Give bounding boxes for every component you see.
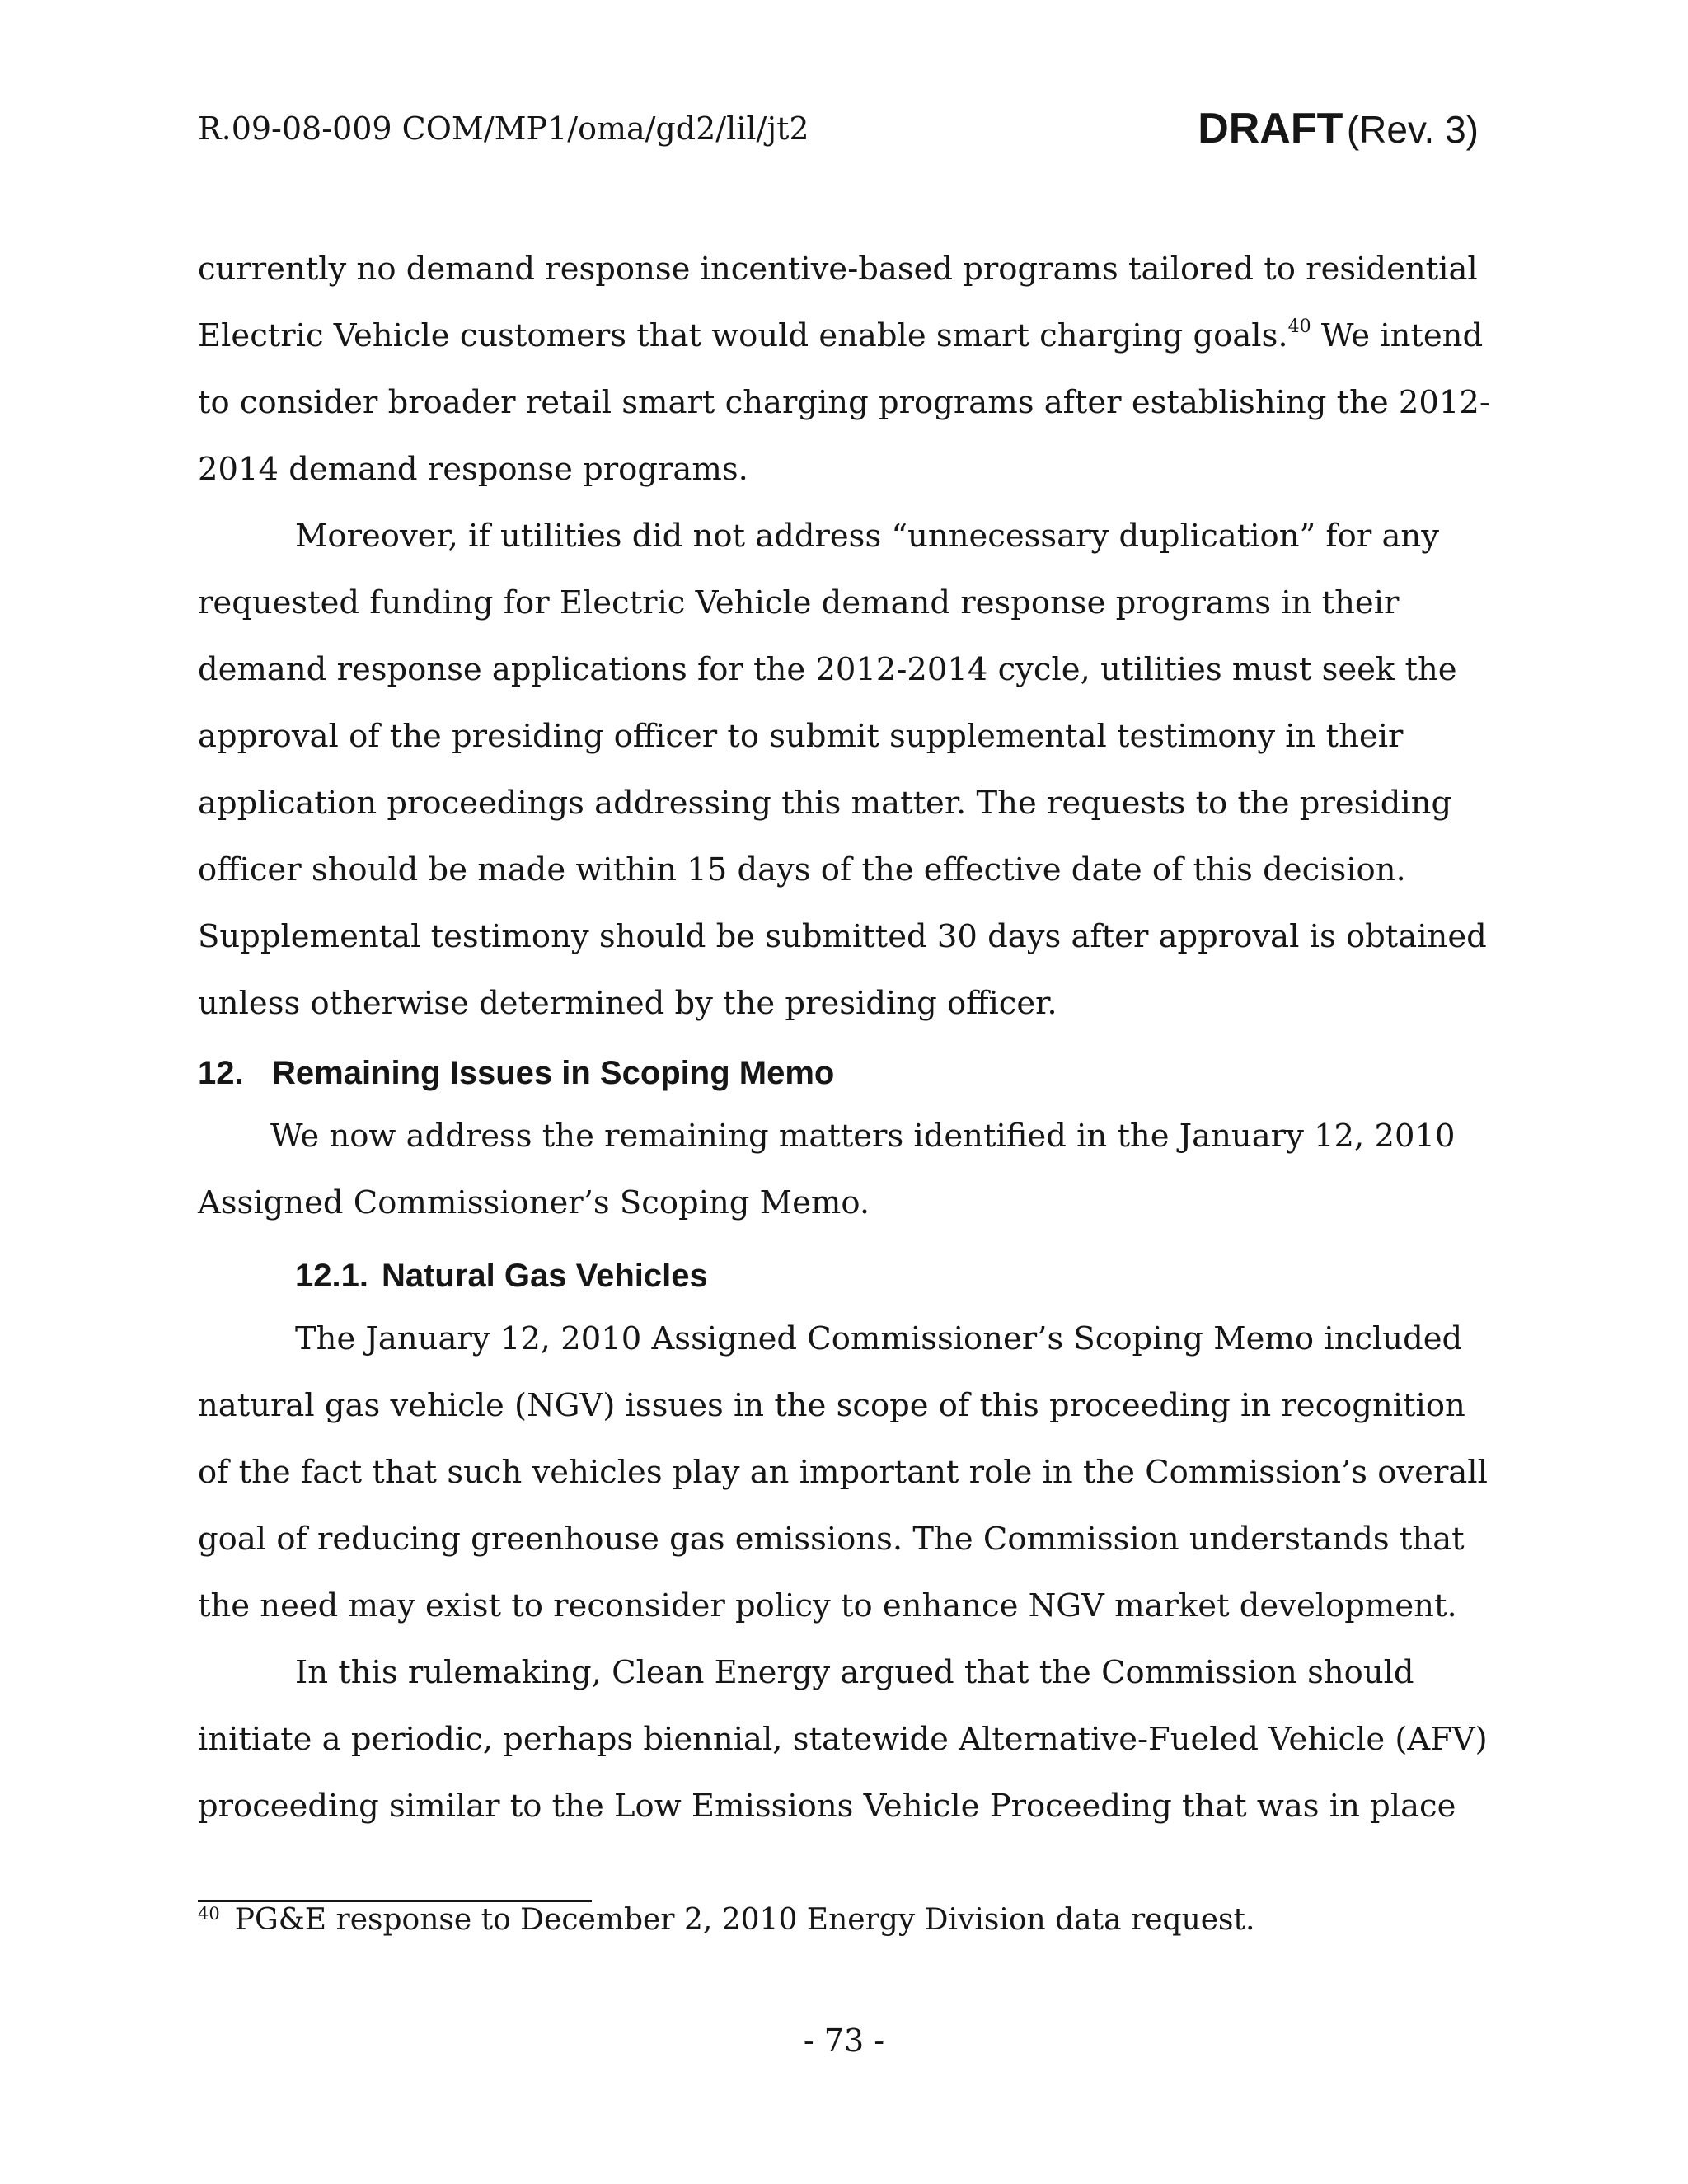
section-12-title: Remaining Issues in Scoping Memo [272, 1055, 835, 1091]
section-12-1-number: 12.1. [295, 1258, 368, 1294]
paragraph-2: Moreover, if utilities did not address “unnecessary duplication” for any requested funding for Electric Vehicle demand response programs in their demand response applications for the 2012-2014 cycle, utilities must seek the approval of the presiding officer to submit supplemental testimony in their application proceedings addressing this matter. The requests to the presiding officer should be made within 15 days of the effective date of this decision. Supplemental testimony should be submitted 30 days after approval is obtained unless otherwise determined by the presiding officer. [198, 518, 1487, 1022]
paragraph-1-text-b: We intend to consider broader retail smart charging programs after establishing the 2012-2014 demand response programs. [198, 317, 1490, 488]
paragraph-4: The January 12, 2010 Assigned Commissioner’s Scoping Memo included natural gas vehicle (NGV) issues in the scope of this proceeding in recognition of the fact that such vehicles play an important role in the Commission’s overall goal of reducing greenhouse gas emissions. The Commission understands that the need may exist to reconsider policy to enhance NGV market development. [198, 1320, 1488, 1624]
body-text [198, 236, 1492, 1840]
footnote-ref[interactable]: 40 [1287, 316, 1311, 337]
section-12-1-title: Natural Gas Vehicles [381, 1258, 708, 1294]
page-number: - 73 - [803, 2022, 885, 2059]
paragraph-3: We now address the remaining matters identified in the January 12, 2010 Assigned Commissioner’s Scoping Memo. [198, 1118, 1456, 1221]
paragraph-5: In this rulemaking, Clean Energy argued that the Commission should initiate a periodic, perhaps biennial, statewide Alternative-Fueled Vehicle (AFV) proceeding similar to the Low Emissions Vehicle Proceeding that was in place [198, 1654, 1488, 1825]
docket-id: R.09-08-009 COM/MP1/oma/gd2/lil/jt2 [198, 110, 809, 147]
draft-label: DRAFT [1198, 105, 1343, 152]
draft-stamp [1198, 104, 1479, 153]
footnote-text: PG&E response to December 2, 2010 Energy Division data request. [234, 1903, 1255, 1937]
page-header [198, 104, 1479, 162]
revision-label: (Rev. 3) [1346, 108, 1479, 151]
section-12-number: 12. [198, 1055, 244, 1091]
paragraph-1 [198, 236, 1492, 503]
footnote-number: 40 [198, 1904, 220, 1924]
section-12-heading [198, 1057, 1492, 1090]
paragraph-1-text-a: currently no demand response incentive-based programs tailored to residential Electric Vehicle customers that would enable smart charging goals. [198, 251, 1478, 354]
footnote-40 [198, 1898, 1254, 1943]
section-12-1-heading [198, 1259, 1492, 1292]
